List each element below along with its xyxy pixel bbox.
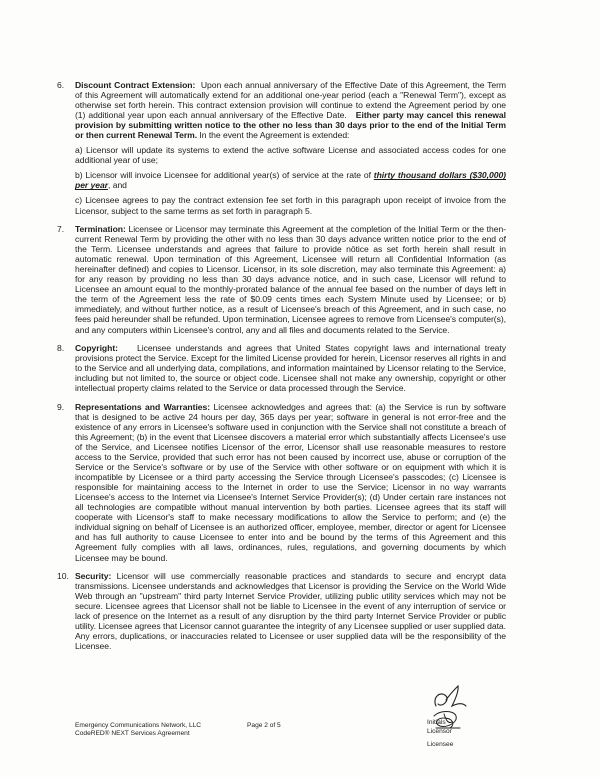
clause-title: Termination: xyxy=(75,224,126,235)
clause-body: Upon each annual anniversary of the Effective Date of this Agreement, the Term of this Agreement will automatically extend for an additional one-year period (each a "Renewal Term"), except as otherwise set forth herein. This contract extension provision will continue to extend the Agreement period by one (1) additional year upon each annual anniversary of the Effective Date. xyxy=(75,80,506,121)
clause-number: 9. xyxy=(57,401,65,412)
clause-number: 6. xyxy=(57,80,65,90)
subitem-text: b) Licensor will invoice Licensee for additional year(s) of service at the rate of xyxy=(75,170,371,181)
licensee-signature-icon xyxy=(430,708,464,732)
clause-body: Licensor will use commercially reasonable practices and standards to secure and encrypt data transmissions. Licensee understands and acknowledges that Licensor is providing the Service on the World Wide Web through an "upstream" third party Internet Service Provider, utilizing public utility services which may not be secure. Licensee agrees that Licensor shall not be liable to Licensee in the event of any interruption of service or lack of presence on the Internet as a result of any disruption by the third party Internet Service Provider or public utility. Licensee agrees that Licensor cannot guarantee the integrity of any Licensee supplied or user supplied data. Any errors, duplications, or inaccuracies related to Licensee or user supplied data will be the responsibility of the Licensee. xyxy=(75,571,506,652)
clause-title: Representations and Warranties: xyxy=(75,401,211,412)
clause-8 xyxy=(57,343,506,393)
clause-body: In the event the Agreement is extended: xyxy=(199,130,350,141)
clause-10 xyxy=(57,571,506,651)
clause-6 xyxy=(57,80,506,216)
rate-emphasis: thirty thousand dollars ($30,000) per year xyxy=(75,170,506,191)
clause-9 xyxy=(57,402,506,563)
clause-body: Licensee acknowledges and agrees that: (a) the Service is run by software that is designed to be active 24 hours per day, 365 days per year; software in general is not error-free and the existence of any errors in Licensee's software used in conjunction with the Service shall not constitute a breach of this Agreement; (b) in the event that Licensee discovers a material error which substantially affects Licensee's use of the Service, and Licensee notifies Licensor of the error, Licensor shall use reasonable measures to restore access to the Service, provided that such error has not been caused by incorrect use, abuse or corruption of the Service or the Service's software or by use of the Service with other software or on equipment with which it is incompatible by Licensee or a third party accessing the Service through Licensee's passcodes; (c) Licensee is responsible for maintaining access to the Internet in order to use the Service; Licensor in no way warrants Licensee's access to the Internet via Licensee's Internet Service Provider(s); (d) Under certain rare instances not all technologies are compatible without manual intervention by both parties. Licensee agrees that its staff will cooperate with Licensor's staff to make necessary modifications to allow the Service to perform; and (e) the individual signing on behalf of Licensee is an authorized officer, employee, member, director or agent for Licensee and has full authority to cause Licensee to enter into and be bound by the terms of this Agreement and this Agreement fully complies with all laws, ordinances, rules, regulations, and governing documents by which Licensee may be bound. xyxy=(75,401,506,563)
subitem-b xyxy=(75,170,506,190)
document-body xyxy=(57,80,506,660)
company-name: Emergency Communications Network, LLC xyxy=(75,722,202,729)
clause-number: 10. xyxy=(57,571,69,582)
clause-title: Discount Contract Extension: xyxy=(75,80,196,90)
clause-number: 8. xyxy=(57,343,65,354)
initials-label: Initials xyxy=(427,719,446,726)
clause-title: Copyright: xyxy=(75,343,118,354)
clause-number: 7. xyxy=(57,224,65,235)
page-number: Page 2 of 5 xyxy=(247,722,281,729)
clause-body: Licensee or Licensor may terminate this Agreement at the completion of the Initial Term or the then-current Renewal Term by providing the other with no less than 30 days advance written notice prior to the end of the Term. Licensee understands and agrees that failure to provide nōtice as set forth herein shall result in automatic renewal. Upon termination of this Agreement, Licensee will return all Confidential Information (as hereinafter defined) and copies to Licensor. Licensor, in its sole discretion, may also terminate this Agreement: a) for any reason by providing no less than 30 days advance notice, and in such case, Licensor will refund to Licensee an amount equal to the monthly-prorated balance of the annual fee based on the number of days left in the term of the Agreement less the rate of $0.09 cents times each System Minute used by Licensee; or b) immediately, and without further notice, as a result of Licensee's breach of this Agreement, and in such case, no fees paid hereunder shall be refunded. Upon termination, Licensee agrees to remove from Licensee's computer(s), and any computers within Licensee's control, any and all files and documents related to the Service. xyxy=(75,224,507,335)
licensee-label: Licensee xyxy=(427,741,454,748)
clause-7 xyxy=(57,224,506,335)
subitem-c: c) Licensee agrees to pay the contract extension fee set forth in this paragraph upon receipt of invoice from the Licensor, subject to the same terms as set forth in paragraph 5. xyxy=(75,195,506,216)
licensor-label: Licensor xyxy=(427,727,452,735)
subitem-text: , and xyxy=(108,180,127,191)
agreement-name: CodeRED® NEXT Services Agreement xyxy=(75,730,190,737)
subitem-a: a) Licensor will update its systems to extend the active software License and associated access codes for one additional year of use; xyxy=(75,145,506,166)
clause-body-bold: Either party may cancel this renewal provision by submitting written notice to the other no less than 30 days prior to the end of the Initial Term or then current Renewal Term. xyxy=(75,110,507,141)
clause-body: Licensee understands and agrees that United States copyright laws and international treaty provisions protect the Service. Except for the limited License provided for herein, Licensor reserves all rights in and to the Service and all underlying data, compilations, and information maintained by Licensor relating to the Service, including but not limited to, the source or object code. Licensee shall not make any ownership, copyright or other intellectual property claims related to the Service or data processed through the Service. xyxy=(75,343,506,394)
clause-title: Security: xyxy=(75,571,112,582)
footer-left xyxy=(75,722,201,738)
